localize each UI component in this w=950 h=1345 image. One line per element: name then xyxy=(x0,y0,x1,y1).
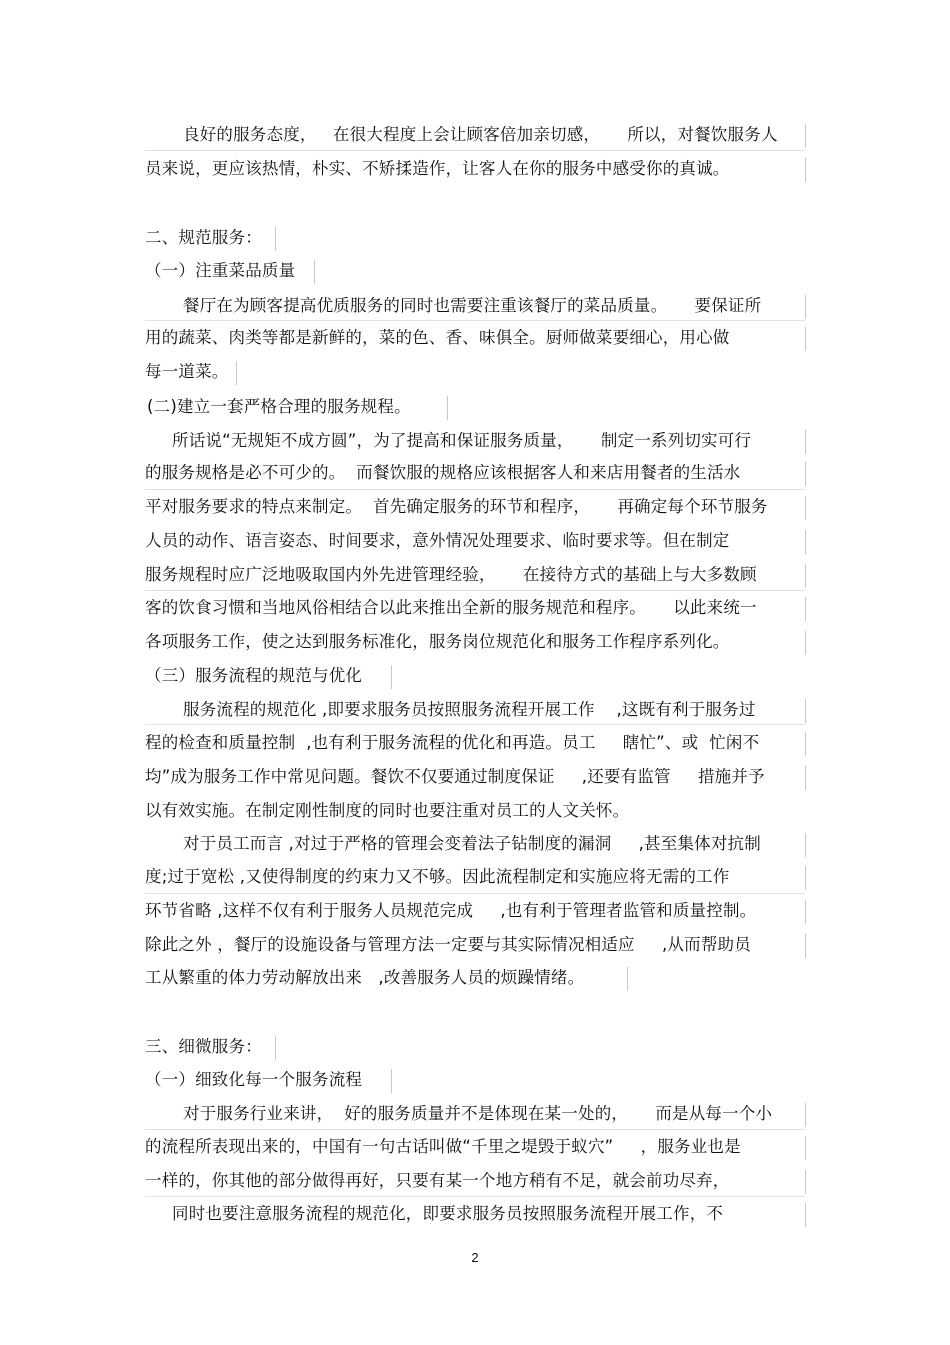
text-line: 的流程所表现出来的，中国有一句古话叫做“千里之堤毁于蚁穴” ，服务业也是 xyxy=(145,1137,741,1156)
text-line: 员来说，更应该热情，朴实、不矫揉造作，让客人在你的服务中感受你的真诚。 xyxy=(145,159,730,178)
subsection-heading: (二)建立一套严格合理的服务规程。 xyxy=(147,397,411,416)
line-box-edge xyxy=(805,866,806,890)
line-box-rule xyxy=(145,1129,805,1130)
text-line: 对于服务行业来讲， 好的服务质量并不是体现在某一处的， 而是从每一个小 xyxy=(183,1104,773,1123)
text-line: 环节省略 ,这样不仅有利于服务人员规范完成 ,也有利于管理者监管和质量控制。 xyxy=(145,901,757,920)
line-box-edge xyxy=(805,1136,806,1160)
line-box-rule xyxy=(145,724,805,725)
text-line: 度;过于宽松 ,又使得制度的约束力又不够。因此流程制定和实施应将无需的工作 xyxy=(145,867,730,886)
text-line: 每一道菜。 xyxy=(145,362,229,381)
line-box-edge xyxy=(805,295,806,319)
line-box-rule xyxy=(145,489,805,490)
subsection-heading: （一）细致化每一个服务流程 xyxy=(145,1070,363,1089)
line-box-edge xyxy=(805,462,806,486)
text-line: 程的检查和质量控制 ,也有利于服务流程的优化和再造。员工 瞎忙”、或 忙闲不 xyxy=(145,733,760,752)
line-box-edge xyxy=(805,158,806,182)
line-box-edge xyxy=(627,967,628,991)
line-box-edge xyxy=(805,732,806,756)
text-line: 同时也要注意服务流程的规范化，即要求服务员按照服务流程开展工作，不 xyxy=(172,1204,724,1223)
line-box-edge xyxy=(805,496,806,520)
line-box-edge xyxy=(275,1036,276,1060)
section-heading: 三、细微服务： xyxy=(145,1037,262,1056)
line-box-rule xyxy=(145,590,805,591)
line-box-edge xyxy=(275,227,276,251)
text-line: 服务流程的规范化 ,即要求服务员按照服务流程开展工作 ,这既有利于服务过 xyxy=(183,700,756,719)
text-line: 以有效实施。在制定刚性制度的同时也要注重对员工的人文关怀。 xyxy=(145,801,630,820)
line-box-edge xyxy=(314,260,315,284)
line-box-edge xyxy=(805,564,806,588)
subsection-heading: （一）注重菜品质量 xyxy=(145,261,296,280)
line-box-edge xyxy=(805,934,806,958)
line-box-edge xyxy=(805,124,806,148)
line-box-edge xyxy=(805,1103,806,1127)
text-line: 客的饮食习惯和当地风俗相结合以此来推出全新的服务规范和程序。 以此来统一 xyxy=(145,598,757,617)
text-line: 除此之外 ，餐厅的设施设备与管理方法一定要与其实际情况相适应 ,从而帮助员 xyxy=(145,935,751,954)
line-box-edge xyxy=(805,699,806,723)
line-box-edge xyxy=(236,361,237,385)
line-box-rule xyxy=(145,150,805,151)
line-box-edge xyxy=(391,665,392,689)
line-box-edge xyxy=(805,530,806,554)
line-box-edge xyxy=(805,1170,806,1194)
text-line: 人员的动作、语言姿态、时间要求，意外情况处理要求、临时要求等。但在制定 xyxy=(145,531,730,550)
line-box-rule xyxy=(145,893,805,894)
text-line: 一样的，你其他的部分做得再好，只要有某一个地方稍有不足，就会前功尽弃， xyxy=(145,1171,730,1190)
text-line: 用的蔬菜、肉类等都是新鲜的，菜的色、香、味俱全。厨师做菜要细心，用心做 xyxy=(145,328,730,347)
line-box-edge xyxy=(805,597,806,621)
page-number: 2 xyxy=(471,1250,479,1265)
text-line: 良好的服务态度， 在很大程度上会让顾客倍加亲切感， 所以，对餐饮服务人 xyxy=(183,125,778,144)
line-box-edge xyxy=(447,396,448,420)
line-box-edge xyxy=(805,327,806,351)
text-line: 所话说“无规矩不成方圆”，为了提高和保证服务质量， 制定一系列切实可行 xyxy=(172,431,752,450)
line-box-edge xyxy=(805,430,806,454)
line-box-rule xyxy=(145,320,805,321)
line-box-edge xyxy=(805,900,806,924)
text-line: 均”成为服务工作中常见问题。餐饮不仅要通过制度保证 ,还要有监管 措施并予 xyxy=(145,767,765,786)
text-line: 服务规程时应广泛地吸取国内外先进管理经验， 在接待方式的基础上与大多数顾 xyxy=(145,565,757,584)
line-box-edge xyxy=(805,1203,806,1227)
text-line: 各项服务工作，使之达到服务标准化，服务岗位规范化和服务工作程序系列化。 xyxy=(145,632,730,651)
line-box-edge xyxy=(805,833,806,857)
section-heading: 二、规范服务： xyxy=(145,228,262,247)
line-box-edge xyxy=(805,631,806,655)
line-box-edge xyxy=(391,1069,392,1093)
text-line: 的服务规格是必不可少的。 而餐饮服的规格应该根据客人和来店用餐者的生活水 xyxy=(145,463,741,482)
line-box-edge xyxy=(805,766,806,790)
text-line: 餐厅在为顾客提高优质服务的同时也需要注重该餐厅的菜品质量。 要保证所 xyxy=(183,296,762,315)
subsection-heading: （三）服务流程的规范与优化 xyxy=(145,666,363,685)
text-line: 对于员工而言 ,对过于严格的管理会变着法子钻制度的漏洞 ,甚至集体对抗制 xyxy=(183,834,761,853)
text-line: 平对服务要求的特点来制定。 首先确定服务的环节和程序， 再确定每个环节服务 xyxy=(145,497,768,516)
text-line: 工从繁重的体力劳动解放出来 ,改善服务人员的烦躁情绪。 xyxy=(145,968,585,987)
line-box-rule xyxy=(145,1196,805,1197)
